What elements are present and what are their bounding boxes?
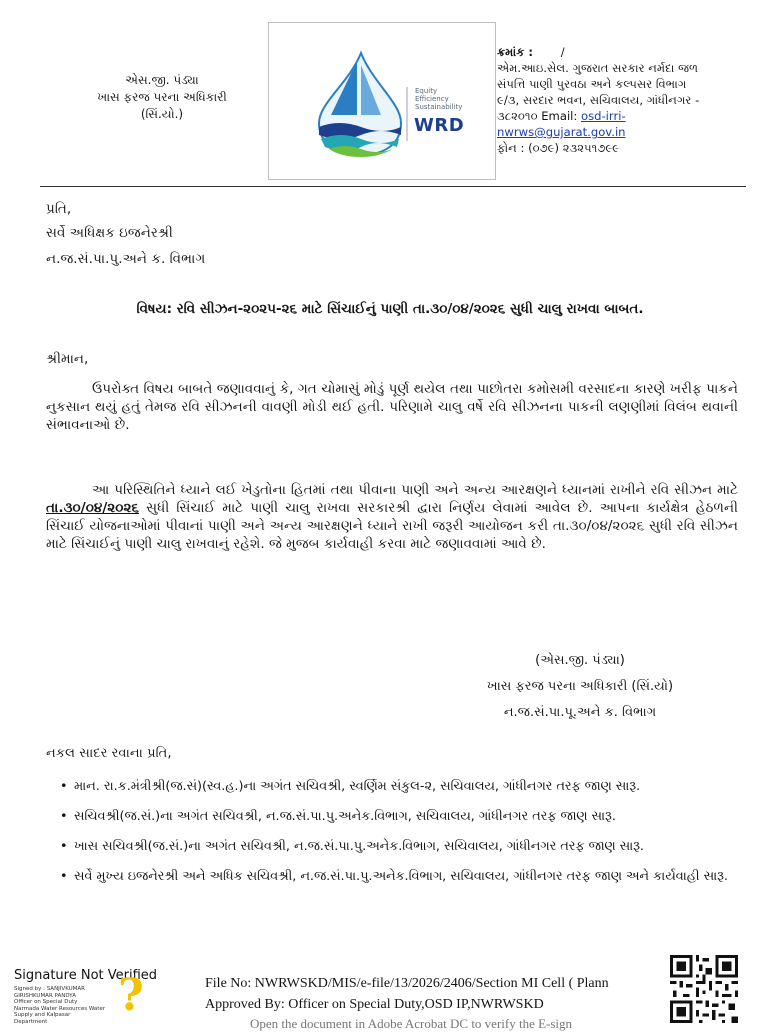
signer-line: Signed by : SANJIVKUMAR: [14, 986, 86, 992]
sender-name: એસ.જી. પંડ્યા: [125, 73, 199, 87]
footer-approved-by: Approved By: Officer on Special Duty,OSD IP,NWRWSKD: [205, 997, 544, 1012]
footer-file-no: File No: NWRWSKD/MIS/e-file/13/2026/2406/Section MI Cell ( Plann: [205, 976, 609, 991]
signer-line: GIRISHKUMAR PANDYA: [14, 992, 76, 999]
addressee-prati: પ્રતિ,: [46, 201, 72, 217]
signer-line: Department: [14, 1018, 48, 1025]
para2-date: તા.૩૦/૦૪/૨૦૨૬: [46, 500, 140, 516]
reference-line2: સંપત્તિ પાણી પુરવઠા અને કલ્પસર વિભાગ: [497, 77, 687, 91]
reference-pin: ૩૮૨૦૧૦ Email:: [497, 109, 578, 123]
signer-line: Officer on Special Duty: [14, 999, 78, 1005]
sender-title: ખાસ ફરજ પરના અધિકારી: [97, 90, 227, 104]
signature-status: Signature Not Verified: [14, 968, 158, 983]
signature-name: (એસ.જી. પંડ્યા): [535, 653, 625, 668]
bullet-icon: •: [60, 809, 68, 824]
salutation: શ્રીમાન,: [46, 351, 89, 367]
reference-line1: એમ.આઇ.સેલ. ગુજરાત સરકાર નર્મદા જળ: [497, 61, 699, 75]
qr-code-icon[interactable]: [670, 955, 738, 1023]
bullet-icon: •: [60, 779, 68, 794]
footer-verify-note: Open the document in Adobe Acrobat DC to verify the E-sign: [250, 1016, 573, 1031]
copies-list: [46, 778, 736, 898]
signer-line: Narmada Water Resources Water: [14, 1005, 106, 1012]
addressee-line2: ન.જ.સં.પા.પુ.અને ક. વિભાગ: [46, 251, 206, 267]
list-item-text: માન. રા.ક.મંત્રીશ્રી(જ.સં)(સ્વ.હ.)ના અગંત સચિવશ્રી, સ્વર્ણિમ સંકુલ-૨, સચિવાલય, ગાંધીનગર તરફ જાણ સારૂ.: [74, 779, 641, 794]
reference-phone: ફોન : (૦૭૯) ૨૩૨૫૧૭૯૯: [497, 141, 620, 155]
subject-line: વિષય: રવિ સીઝન-૨૦૨૫-૨૬ માટે સિંચાઈનું પાણી તા.૩૦/૦૪/૨૦૨૬ સુધી ચાલુ રાખવા બાબત.: [136, 301, 644, 317]
body-paragraph-2: [46, 481, 738, 553]
addressee-line1: સર્વે અધિક્ષક ઇજનેરશ્રી: [46, 225, 173, 241]
sender-title-suffix: (સિં.યો.): [140, 107, 184, 121]
list-item: [46, 778, 736, 796]
bullet-icon: •: [60, 839, 68, 854]
list-item-text: સચિવશ્રી(જ.સં.)ના અગંત સચિવશ્રી, ન.જ.સં.પા.પુ.અનેક.વિભાગ, સચિવાલય, ગાંધીનગર તરફ જાણ સારૂ.: [74, 809, 616, 824]
reference-number-label: ક્રમાંક :: [497, 45, 534, 59]
logo-brand: WRD: [414, 115, 465, 136]
list-item-text: ખાસ સચિવશ્રી(જ.સં.)ના અગંત સચિવશ્રી, ન.જ.સં.પા.પુ.અનેક.વિભાગ, સચિવાલય, ગાંધીનગર તરફ જાણ સારૂ.: [74, 839, 644, 854]
para2-part2: સુધી સિંચાઈ માટે પાણી ચાલુ રાખવા સરકારશ્રી દ્વારા નિર્ણય લેવામાં આવેલ છે. આપના કાર્યક્ષેત્ર હેઠળની સિંચાઈ યોજનાઓમાં પીવાનાં પાણી અને અન્ય આરક્ષણને ધ્યાને રાખી જરૂરી આયોજન કરી તા.૩૦/૦૪/૨૦૨૬ સુધી રવિ સીઝન માટે સિંચાઈનું પાણી ચાલુ રાખવાનું રહેશે. જે મુજબ કાર્યવાહી કરવા માટે જણાવવામાં આવે છે.: [46, 500, 738, 552]
list-item: [46, 838, 736, 856]
reference-number-value: /: [560, 45, 565, 59]
signer-details: [14, 986, 114, 1025]
signer-line: Supply and Kalpasar: [14, 1012, 71, 1018]
list-item: [46, 868, 736, 886]
list-item-text: સર્વે મુખ્ય ઇજનેરશ્રી અને અધિક સચિવશ્રી, ન.જ.સં.પા.પુ.અનેક.વિભાગ, સચિવાલય, ગાંધીનગર તરફ જાણ અને કાર્યવાહી સારૂ.: [74, 869, 728, 884]
list-item: [46, 808, 736, 826]
email-link-part1[interactable]: osd-irri-: [581, 109, 626, 123]
para2-part1: આ પરિસ્થિતિને ધ્યાને લઈ ખેડુતોના હિતમાં તથા પીવાના પાણી અને અન્ય આરક્ષણને ધ્યાનમાં રાખીને રવિ સીઝન માટે: [92, 482, 738, 498]
email-link-part2[interactable]: nwrws@gujarat.gov.in: [497, 125, 626, 139]
digital-signature-stamp[interactable]: [14, 968, 174, 1024]
logo-tagline-equity: Equity: [415, 87, 438, 95]
logo-tagline-efficiency: Efficiency: [415, 95, 449, 103]
reference-block: [497, 44, 762, 156]
signature-unverified-icon: ?: [118, 970, 144, 1021]
signature-block: [420, 648, 740, 726]
header-divider: [40, 186, 746, 187]
wrd-logo: [268, 22, 496, 180]
signature-title: ખાસ ફરજ પરના અધિકારી (સિં.યો): [486, 679, 674, 694]
bullet-icon: •: [60, 869, 68, 884]
copies-title: નકલ સાદર રવાના પ્રતિ,: [46, 746, 172, 761]
logo-tagline-sustainability: Sustainability: [415, 103, 463, 111]
signature-dept: ન.જ.સં.પા.પૂ.અને ક. વિભાગ: [503, 705, 657, 720]
body-paragraph-1: ઉપરોક્ત વિષય બાબતે જણાવવાનું કે, ગત ચોમાસું મોડું પૂર્ણ થયેલ તથા પાછોતરા કમોસમી વરસાદના કારણે ખરીફ પાકને નુકસાન થયું હતું તેમજ રવિ સીઝનની વાવણી મોડી થઈ હતી. પરિણામે ચાલુ વર્ષે રવિ સીઝનના પાકની લણણીમાં વિલંબ થવાની સંભાવનાઓ છે.: [46, 381, 738, 433]
sender-block: [62, 72, 262, 123]
reference-line3: ૯/૩, સરદાર ભવન, સચિવાલય, ગાંધીનગર -: [497, 93, 700, 107]
